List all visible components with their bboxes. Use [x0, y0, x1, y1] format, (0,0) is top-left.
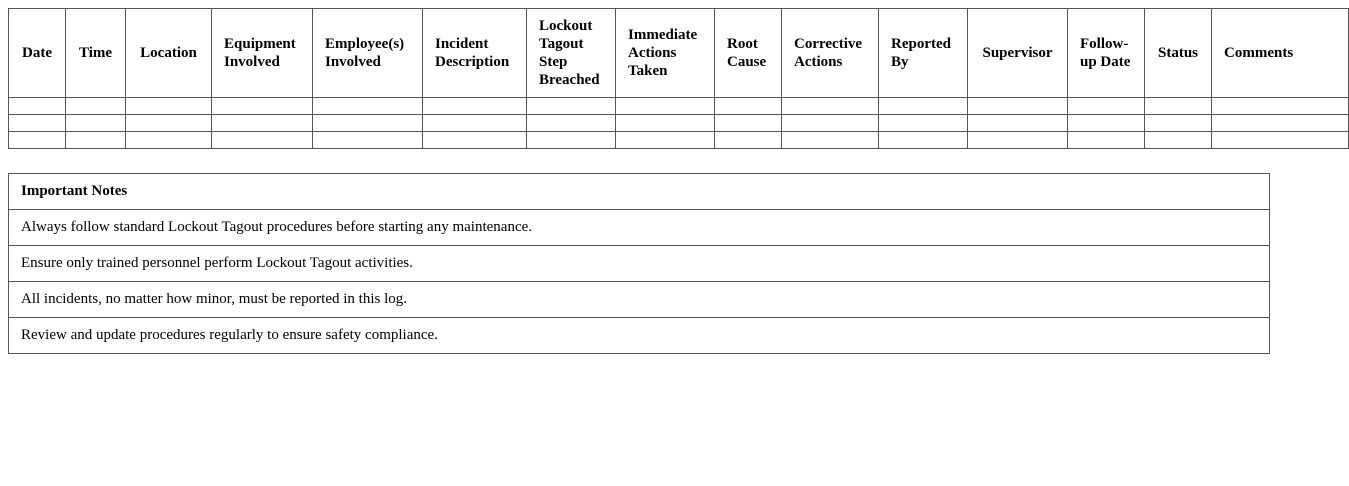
- header-equipment-involved: Equipment Involved: [212, 9, 313, 98]
- header-employees-involved: Employee(s) Involved: [313, 9, 423, 98]
- note-item: All incidents, no matter how minor, must be reported in this log.: [9, 281, 1269, 317]
- header-date: Date: [9, 9, 66, 98]
- table-cell[interactable]: [968, 98, 1068, 115]
- header-reported-by: Reported By: [879, 9, 968, 98]
- table-cell[interactable]: [9, 98, 66, 115]
- table-cell[interactable]: [879, 132, 968, 149]
- table-cell[interactable]: [66, 115, 126, 132]
- table-cell[interactable]: [968, 132, 1068, 149]
- table-cell[interactable]: [126, 115, 212, 132]
- table-cell[interactable]: [126, 98, 212, 115]
- table-cell[interactable]: [1068, 115, 1145, 132]
- note-item: Review and update procedures regularly to ensure safety compliance.: [9, 317, 1269, 353]
- table-cell[interactable]: [1212, 98, 1349, 115]
- table-cell[interactable]: [782, 98, 879, 115]
- header-row: [9, 9, 1349, 98]
- table-cell[interactable]: [715, 115, 782, 132]
- table-cell[interactable]: [66, 132, 126, 149]
- header-follow-up-date: Follow-up Date: [1068, 9, 1145, 98]
- table-cell[interactable]: [313, 132, 423, 149]
- table-cell[interactable]: [313, 98, 423, 115]
- table-cell[interactable]: [423, 132, 527, 149]
- table-cell[interactable]: [527, 132, 616, 149]
- header-root-cause: Root Cause: [715, 9, 782, 98]
- table-cell[interactable]: [715, 98, 782, 115]
- table-cell[interactable]: [1212, 132, 1349, 149]
- table-row: [9, 132, 1349, 149]
- table-cell[interactable]: [212, 115, 313, 132]
- header-status: Status: [1145, 9, 1212, 98]
- table-cell[interactable]: [968, 115, 1068, 132]
- table-cell[interactable]: [212, 98, 313, 115]
- table-cell[interactable]: [527, 115, 616, 132]
- incident-log-table-container: [8, 8, 1294, 149]
- table-cell[interactable]: [616, 132, 715, 149]
- table-cell[interactable]: [782, 132, 879, 149]
- header-supervisor: Supervisor: [968, 9, 1068, 98]
- important-notes-table: [8, 173, 1270, 354]
- table-cell[interactable]: [879, 115, 968, 132]
- table-cell[interactable]: [212, 132, 313, 149]
- header-location: Location: [126, 9, 212, 98]
- table-cell[interactable]: [1068, 132, 1145, 149]
- header-incident-description: Incident Description: [423, 9, 527, 98]
- table-cell[interactable]: [313, 115, 423, 132]
- incident-log-table: [8, 8, 1349, 149]
- table-cell[interactable]: [66, 98, 126, 115]
- table-cell[interactable]: [1145, 115, 1212, 132]
- header-comments: Comments: [1212, 9, 1349, 98]
- table-cell[interactable]: [126, 132, 212, 149]
- header-lockout-tagout-step-breached: Lockout Tagout Step Breached: [527, 9, 616, 98]
- important-notes-title: Important Notes: [21, 183, 128, 199]
- table-cell[interactable]: [9, 115, 66, 132]
- table-cell[interactable]: [527, 98, 616, 115]
- table-cell[interactable]: [423, 98, 527, 115]
- header-immediate-actions-taken: Immediate Actions Taken: [616, 9, 715, 98]
- table-cell[interactable]: [9, 132, 66, 149]
- table-cell[interactable]: [616, 98, 715, 115]
- table-cell[interactable]: [1068, 98, 1145, 115]
- table-cell[interactable]: [1145, 98, 1212, 115]
- table-cell[interactable]: [423, 115, 527, 132]
- header-time: Time: [66, 9, 126, 98]
- table-cell[interactable]: [715, 132, 782, 149]
- table-row: [9, 98, 1349, 115]
- table-cell[interactable]: [782, 115, 879, 132]
- header-corrective-actions: Corrective Actions: [782, 9, 879, 98]
- table-cell[interactable]: [879, 98, 968, 115]
- note-item: Ensure only trained personnel perform Lockout Tagout activities.: [9, 245, 1269, 281]
- note-item: Always follow standard Lockout Tagout procedures before starting any maintenance.: [9, 209, 1269, 245]
- table-row: [9, 115, 1349, 132]
- table-cell[interactable]: [616, 115, 715, 132]
- table-cell[interactable]: [1212, 115, 1349, 132]
- table-cell[interactable]: [1145, 132, 1212, 149]
